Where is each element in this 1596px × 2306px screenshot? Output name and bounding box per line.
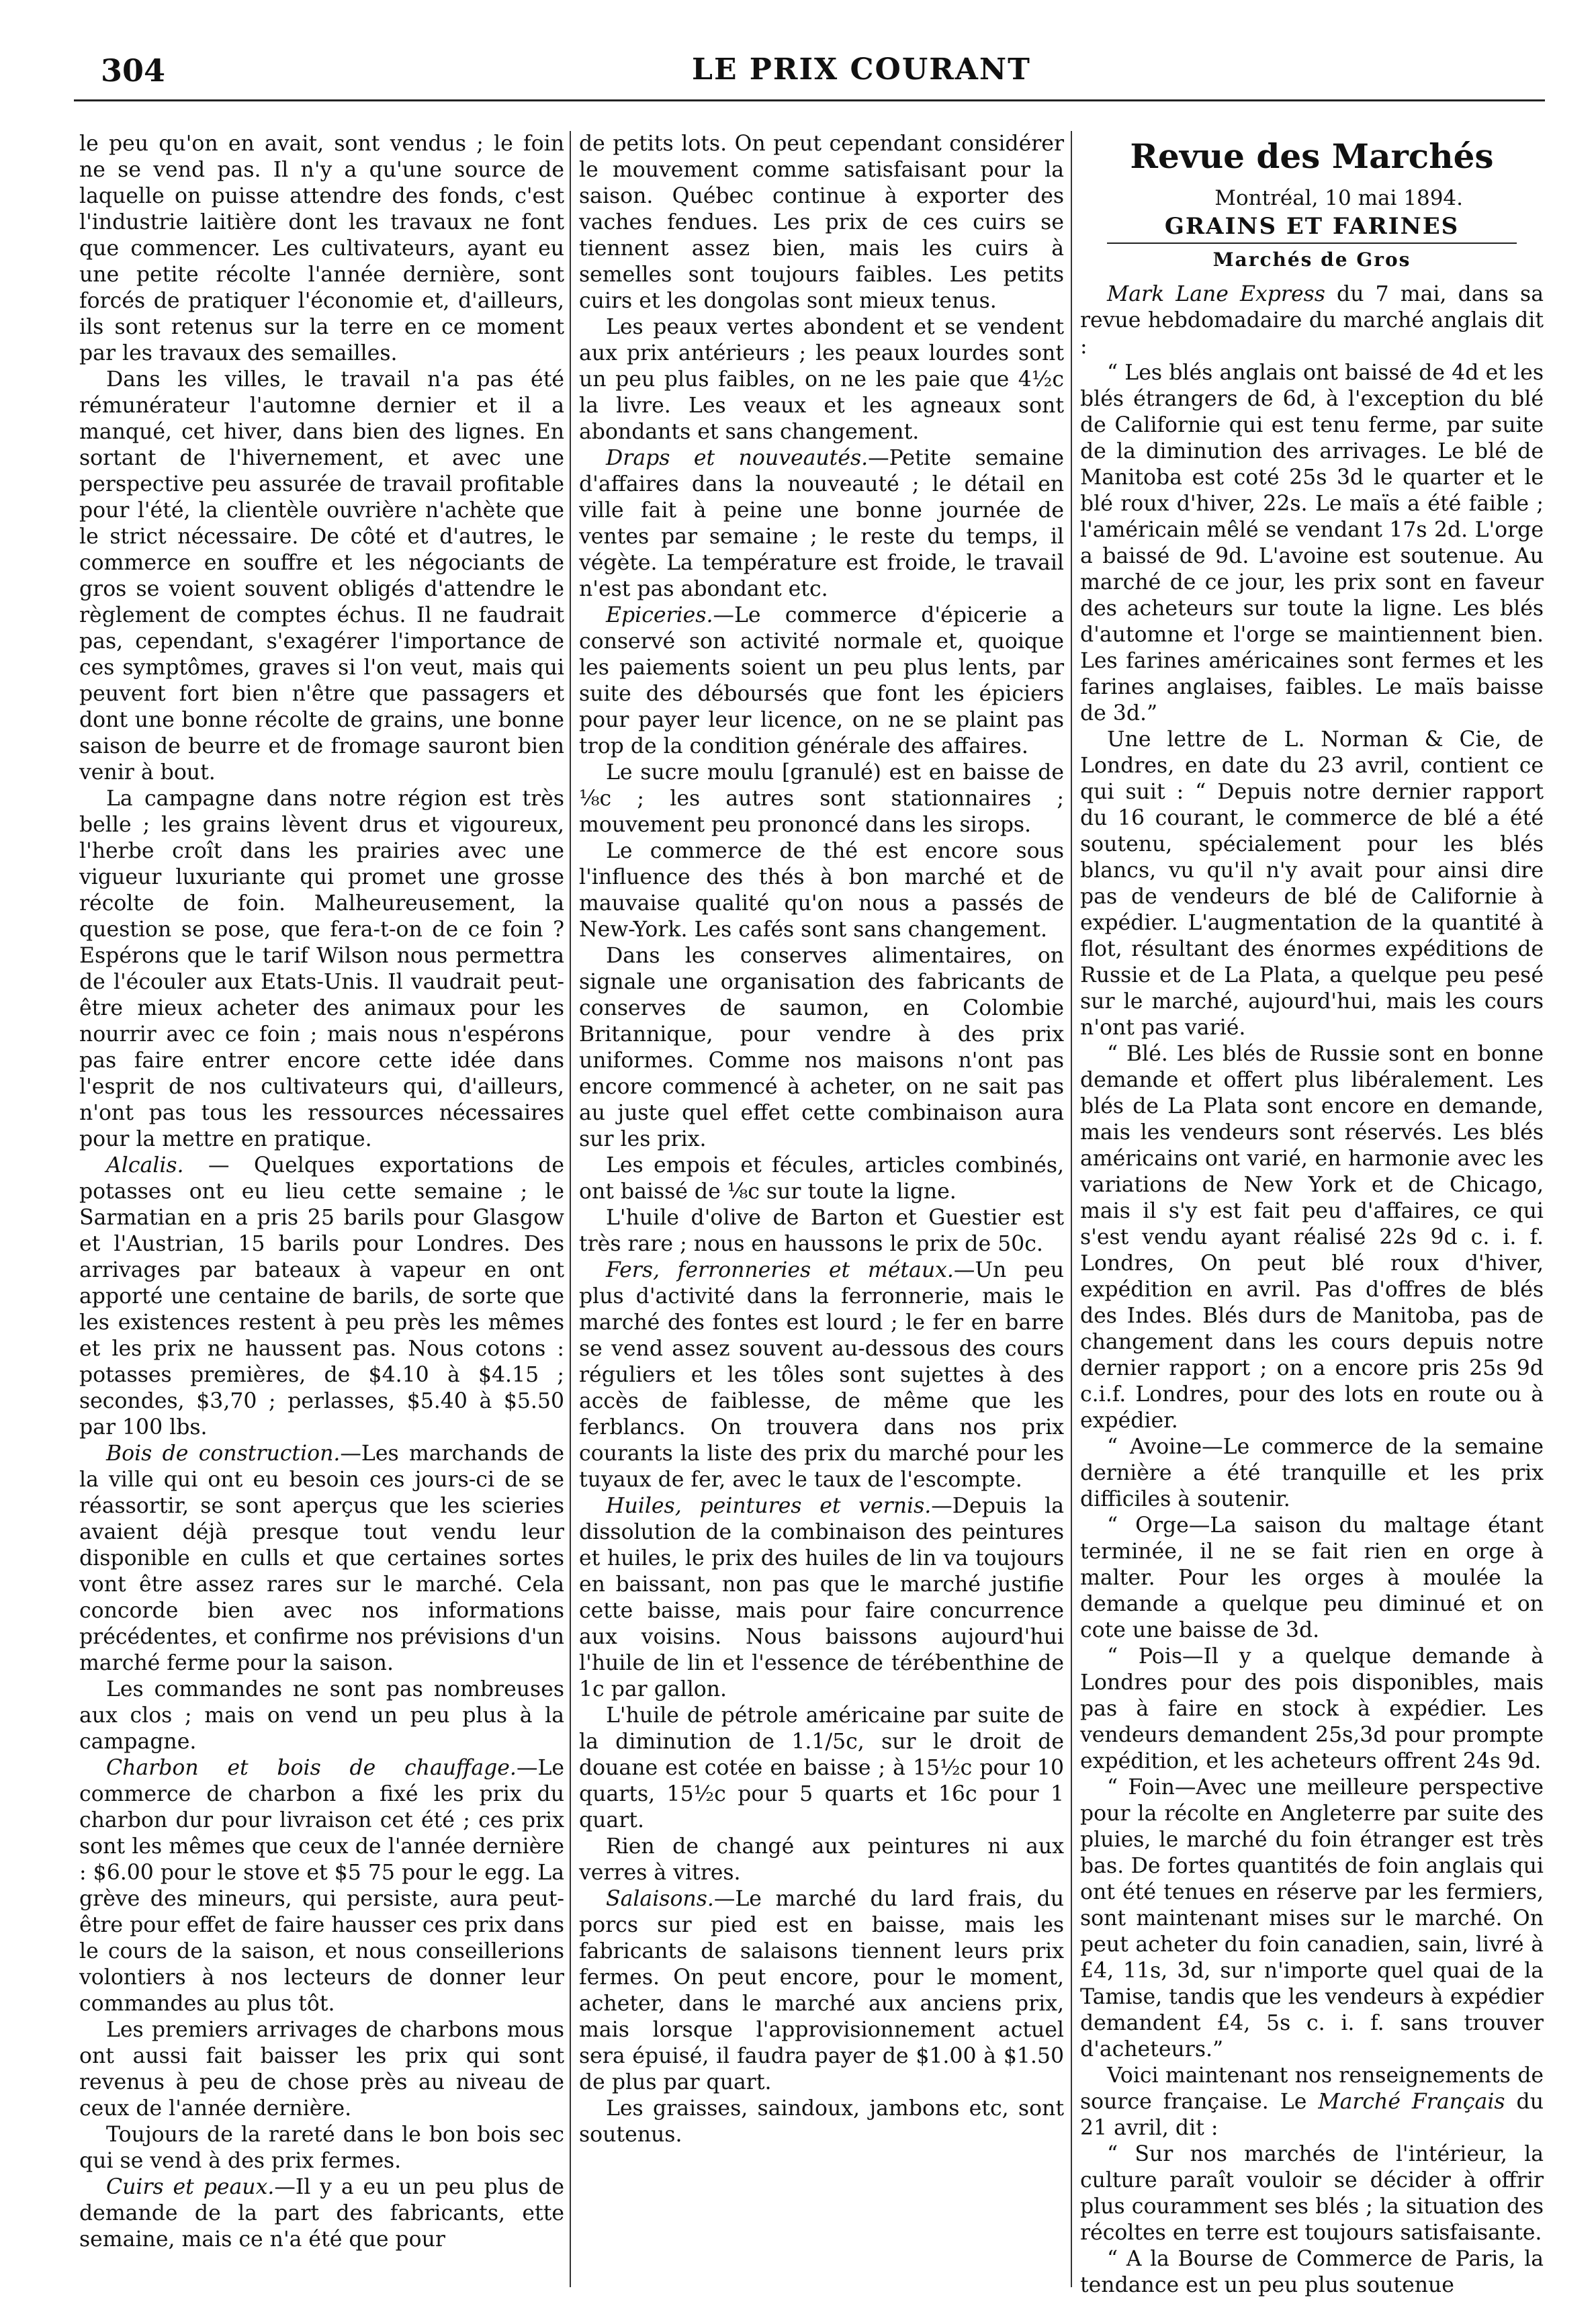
paragraph: [1080, 281, 1544, 360]
section-heading: GRAINS ET FARINES: [1164, 213, 1460, 240]
paragraph-text: —Les marchands de la ville qui ont eu besoin ces jours-ci de se réassortir, se sont aperçus que les scieries avaient déjà presque tout vendu leur disponible en culls et que certaines sortes vont être assez rares sur le marché. Cela concorde bien avec nos informations précédentes, et confirme nos prévisions d'un marché ferme pour la saison.: [79, 1442, 565, 1675]
paragraph-text: Voici maintenant nos renseignements de source française. Le: [1080, 2064, 1544, 2114]
paragraph: Toujours de la rareté dans le bon bois sec qui se vend à des prix fermes.: [79, 2123, 564, 2173]
page-header: [101, 52, 1545, 93]
section-title: Revue des Marchés: [1130, 136, 1494, 176]
paragraph: [1080, 2063, 1544, 2141]
paragraph-heading: Alcalis.: [106, 1153, 184, 1178]
paragraph: [579, 1257, 1064, 1493]
paragraph: Les commandes ne sont pas nombreuses aux clos ; mais on vend un peu plus à la campagne.: [79, 1677, 564, 1754]
running-title: LE PRIX COURANT: [692, 52, 1031, 87]
page-number: 304: [101, 52, 166, 89]
paragraph-text: —Petite semaine d'affaires dans la nouveauté ; le détail en ville fait à peine une bonne journée de ventes par semaine ; le reste du temps, il végète. La température est froide, le travail n'est pas abondant etc.: [579, 446, 1064, 601]
paragraph-text: — Quelques exportations de potasses ont eu lieu cette semaine ; le Sarmatian en a pris 25 barils pour Glasgow et l'Austrian, 15 barils pour Londres. Des arrivages par bateaux à vapeur en ont apporté une centaine de barils, de sorte que les existences restent à peu près les mêmes et les prix ne haussent pas. Nous cotons : potasses premières, de $4.10 à $4.15 ; secondes, $3,70 ; perlasses, $5.40 à $5.50 par 100 lbs.: [79, 1153, 564, 1439]
paragraph: [579, 1493, 1064, 1703]
paragraph: “ Orge—La saison du maltage étant terminée, il ne se fait rien en orge à malter. Pour les orges à moulée la demande a quelque peu diminué et on cote une baisse de 3d.: [1080, 1513, 1544, 1642]
column-3: [1080, 131, 1544, 2297]
paragraph-heading: Charbon et bois de chauffage.: [106, 1756, 517, 1780]
section-rule: [1107, 242, 1517, 244]
paragraph: “ Foin—Avec une meilleure perspective pour la récolte en Angleterre par suite des pluies, le marché du foin étranger est très bas. De fortes quantités de foin anglais qui ont été tenues en réserve par les fermiers, sont maintenant mises sur le marché. On peut acheter du foin canadien, sain, livré à £4, 11s, 3d, sur n'importe quel quai de la Tamise, tandis que les vendeurs à expédier demandent £4, 5s c. i. f. sans trouver d'acheteurs.”: [1080, 1775, 1544, 2061]
paragraph-heading: Fers, ferronneries et métaux.: [606, 1258, 954, 1282]
paragraph: “ Pois—Il y a quelque demande à Londres pour des pois disponibles, mais pas à faire en stock à expédier. Les vendeurs demandent 25s,3d pour prompte expédition, et les acheteurs offrent 24s 9d.: [1080, 1644, 1544, 1773]
paragraph: Le commerce de thé est encore sous l'influence des thés à bon marché et de mauvaise qualité qu'on nous a passés de New-York. Les cafés sont sans changement.: [579, 839, 1064, 942]
paragraph: Une lettre de L. Norman & Cie, de Londres, en date du 23 avril, contient ce qui suit : “ Depuis notre dernier rapport du 16 courant, le commerce de blé a été soutenu, spécialement pour les blés blancs, vu qu'il n'y avait pour ainsi dire pas de vendeurs de blé de Californie à expédier. L'augmentation de la quantité à flot, résultant des énormes expéditions de Russie et de La Plata, a quelque peu pesé sur le marché, aujourd'hui, mais les cours n'ont pas varié.: [1080, 727, 1544, 1040]
paragraph: Rien de changé aux peintures ni aux verres à vitres.: [579, 1834, 1064, 1885]
paragraph: Les empois et fécules, articles combinés, ont baissé de ⅛c sur toute la ligne.: [579, 1153, 1064, 1204]
paragraph: le peu qu'on en avait, sont vendus ; le foin ne se vend pas. Il n'y a qu'une source de laquelle on puisse attendre des fonds, c'est l'industrie laitière dont les travaux ne font que commencer. Les cultivateurs, ayant eu une petite récolte l'année dernière, sont forcés de pratiquer l'économie et, d'ailleurs, ils sont retenus sur la terre en ce moment par les travaux des semailles.: [79, 132, 564, 365]
paragraph: “ Blé. Les blés de Russie sont en bonne demande et offert plus libéralement. Les blés de La Plata sont encore en demande, mais les vendeurs sont réservés. Les blés américains ont varié, en harmonie avec les variations de New York et de Chicago, mais il s'y est fait peu d'affaires, ce qui s'est vendu ayant réalisé 22s 9d c. i. f. Londres, On peut blé roux d'hiver, expédition en avril. Pas d'offres de blés des Indes. Blés durs de Manitoba, pas de changement dans les cours depuis notre dernier rapport ; on a encore pris 25s 9d c.i.f. Londres, pour des lots en route ou à expédier.: [1080, 1042, 1544, 1433]
paragraph: L'huile de pétrole américaine par suite de la diminution de 1.1/5c, sur le droit de douane est cotée en baisse ; à 15½c pour 10 quarts, 15½c pour 5 quarts et 16c pour 1 quart.: [579, 1703, 1064, 1832]
column-divider: [570, 131, 571, 2287]
paragraph-text: —Il y a eu un peu plus de demande de la part des fabricants, ette semaine, mais ce n'a été que pour: [79, 2175, 564, 2252]
subsection-heading: Marchés de Gros: [1212, 249, 1411, 271]
paragraph: [579, 603, 1064, 760]
paragraph: Le sucre moulu [granulé) est en baisse de ⅛c ; les autres sont stationnaires ; mouvement peu prononcé dans les sirops.: [579, 760, 1064, 837]
paragraph: Les graisses, saindoux, jambons etc, sont soutenus.: [579, 2096, 1064, 2147]
paragraph-heading: Huiles, peintures et vernis.: [606, 1494, 932, 1518]
column-1: [79, 131, 564, 2280]
paragraph: “ Sur nos marchés de l'intérieur, la culture paraît vouloir se décider à offrir plus couramment ses blés ; la situation des récoltes en terre est toujours satisfaisante.: [1080, 2142, 1544, 2245]
paragraph: Les premiers arrivages de charbons mous ont aussi fait baisser les prix qui sont revenus à peu de chose près au niveau de ceux de l'année dernière.: [79, 2018, 564, 2121]
paragraph: [79, 1755, 564, 2017]
paragraph-heading: Marché Français: [1318, 2090, 1505, 2114]
paragraph-heading: Mark Lane Express: [1107, 282, 1325, 306]
paragraph: “ Avoine—Le commerce de la semaine dernière a été tranquille et les prix difficiles à soutenir.: [1080, 1435, 1544, 1511]
paragraph-heading: Cuirs et peaux.: [106, 2175, 275, 2199]
paragraph-heading: Salaisons.: [606, 1887, 714, 1911]
paragraph-heading: Bois de construction.: [106, 1442, 341, 1466]
paragraph: L'huile d'olive de Barton et Guestier est très rare ; nous en haussons le prix de 50c.: [579, 1206, 1064, 1256]
paragraph: [79, 2174, 564, 2253]
header-rule: [74, 99, 1545, 101]
paragraph: Les peaux vertes abondent et se vendent aux prix antérieurs ; les peaux lourdes sont un peu plus faibles, on ne les paie que 4½c la livre. Les veaux et les agneaux sont abondants et sans changement.: [579, 315, 1064, 444]
paragraph: [79, 1441, 564, 1677]
paragraph: Dans les villes, le travail n'a pas été rémunérateur l'automne dernier et il a manqué, cet hiver, dans bien des lignes. En sortant de l'hivernement, et avec une perspective peu assurée de travail profitable pour l'été, la clientèle ouvrière n'achète que le strict nécessaire. De côté et d'autres, le commerce en souffre et les négociants de gros se voient souvent obligés d'attendre le règlement de comptes échus. Il ne faudrait pas, cependant, s'exagérer l'importance de ces symptômes, graves si l'on veut, mais qui peuvent fort bien n'être que passagers et dont une bonne récolte de grains, une bonne saison de beurre et de fromage sauront bien venir à bout.: [79, 367, 564, 785]
paragraph: “ Les blés anglais ont baissé de 4d et les blés étrangers de 6d, à l'exception du blé de Californie qui est tenu ferme, par suite de la diminution des arrivages. Le blé de Manitoba est coté 25s 3d le quarter et le blé roux d'hiver, 22s. Le maïs a été faible ; l'américain mêlé se vendant 17s 2d. L'orge a baissé de 9d. L'avoine est soutenue. Au marché de ce jour, les prix sont en faveur des acheteurs sur toute la ligne. Les blés d'automne et l'orge se maintiennent bien. Les farines américaines sont fermes et les farines anglaises, faibles. Le maïs baisse de 3d.”: [1080, 361, 1544, 725]
paragraph: Dans les conserves alimentaires, on signale une organisation des fabricants de conserves de saumon, en Colombie Britannique, pour vendre à des prix uniformes. Comme nos maisons n'ont pas encore commencé à acheter, on ne sait pas au juste quel effet cette combinaison aura sur les prix.: [579, 944, 1064, 1151]
paragraph-text: —Le marché du lard frais, du porcs sur pied est en baisse, mais les fabricants de salaisons tiennent leurs prix fermes. On peut encore, pour le moment, acheter, dans le marché aux anciens prix, mais lorsque l'approvisionnement actuel sera épuisé, il faudra payer de $1.00 à $1.50 de plus par quart.: [579, 1887, 1064, 2094]
paragraph: de petits lots. On peut cependant considérer le mouvement comme satisfaisant pour la saison. Québec continue à exporter des vaches fendues. Les prix de ces cuirs se tiennent assez bien, mais les cuirs à semelles sont toujours faibles. Les petits cuirs et les dongolas sont mieux tenus.: [579, 132, 1064, 313]
paragraph-heading: Draps et nouveautés.: [606, 446, 869, 470]
paragraph-text: —Depuis la dissolution de la combinaison des peintures et huiles, le prix des huiles de lin va toujours en baissant, non pas que le marché justifie cette baisse, mais pour faire concurrence aux voisins. Nous baissons aujourd'hui l'huile de lin et l'essence de térébenthine de 1c par gallon.: [579, 1494, 1064, 1701]
paragraph: [79, 1153, 564, 1441]
column-2: [579, 131, 1064, 2280]
paragraph: “ A la Bourse de Commerce de Paris, la tendance est un peu plus soutenue: [1080, 2247, 1544, 2297]
paragraph: La campagne dans notre région est très belle ; les grains lèvent drus et vigoureux, l'herbe croît dans les prairies avec une vigueur luxuriante qui promet une grosse récolte de foin. Malheureusement, la question se pose, que fera-t-on de ce foin ? Espérons que le tarif Wilson nous permettra de l'écouler aux Etats-Unis. Il vaudrait peut-être mieux acheter des animaux pour les nourrir avec ce foin ; mais nous n'espérons pas faire entrer encore cette idée dans l'esprit de nos cultivateurs qui, d'ailleurs, n'ont pas tous les ressources nécessaires pour la mettre en pratique.: [79, 787, 564, 1151]
paragraph-heading: Epiceries.: [606, 603, 713, 627]
paragraph-text: —Le commerce de charbon a fixé les prix du charbon dur pour livraison cet été ; ces prix sont les mêmes que ceux de l'année dernière : $6.00 pour le stove et $5 75 pour le egg. La grève des mineurs, qui persiste, aura peut-être pour effet de faire hausser ces prix dans le cours de la saison, et nous conseillerions volontiers à nos lecteurs de donner leur commandes au plus tôt.: [79, 1756, 564, 2016]
paragraph-text: —Le commerce d'épicerie a conservé son activité normale et, quoique les paiements soient un peu plus lents, par suite des déboursés que font les épiciers pour payer leur licence, on ne se plaint pas trop de la condition générale des affaires.: [579, 603, 1064, 758]
paragraph: [579, 1886, 1064, 2096]
paragraph-text: du 7 mai, dans sa revue hebdomadaire du marché anglais dit :: [1080, 282, 1544, 359]
column-divider: [1071, 131, 1072, 2287]
paragraph-text: —Un peu plus d'activité dans la ferronnerie, mais le marché des fontes est lourd ; le fer en barre se vend assez souvent au-dessous des cours réguliers et les tôles sont sujettes à des accès de faiblesse, de même que les ferblancs. On trouvera dans nos prix courants la liste des prix du marché pour les tuyaux de fer, avec le taux de l'escompte.: [579, 1258, 1064, 1492]
paragraph: [579, 445, 1064, 603]
paragraph-text: du 21 avril, dit :: [1080, 2090, 1544, 2140]
dateline: Montréal, 10 mai 1894.: [1214, 186, 1463, 210]
